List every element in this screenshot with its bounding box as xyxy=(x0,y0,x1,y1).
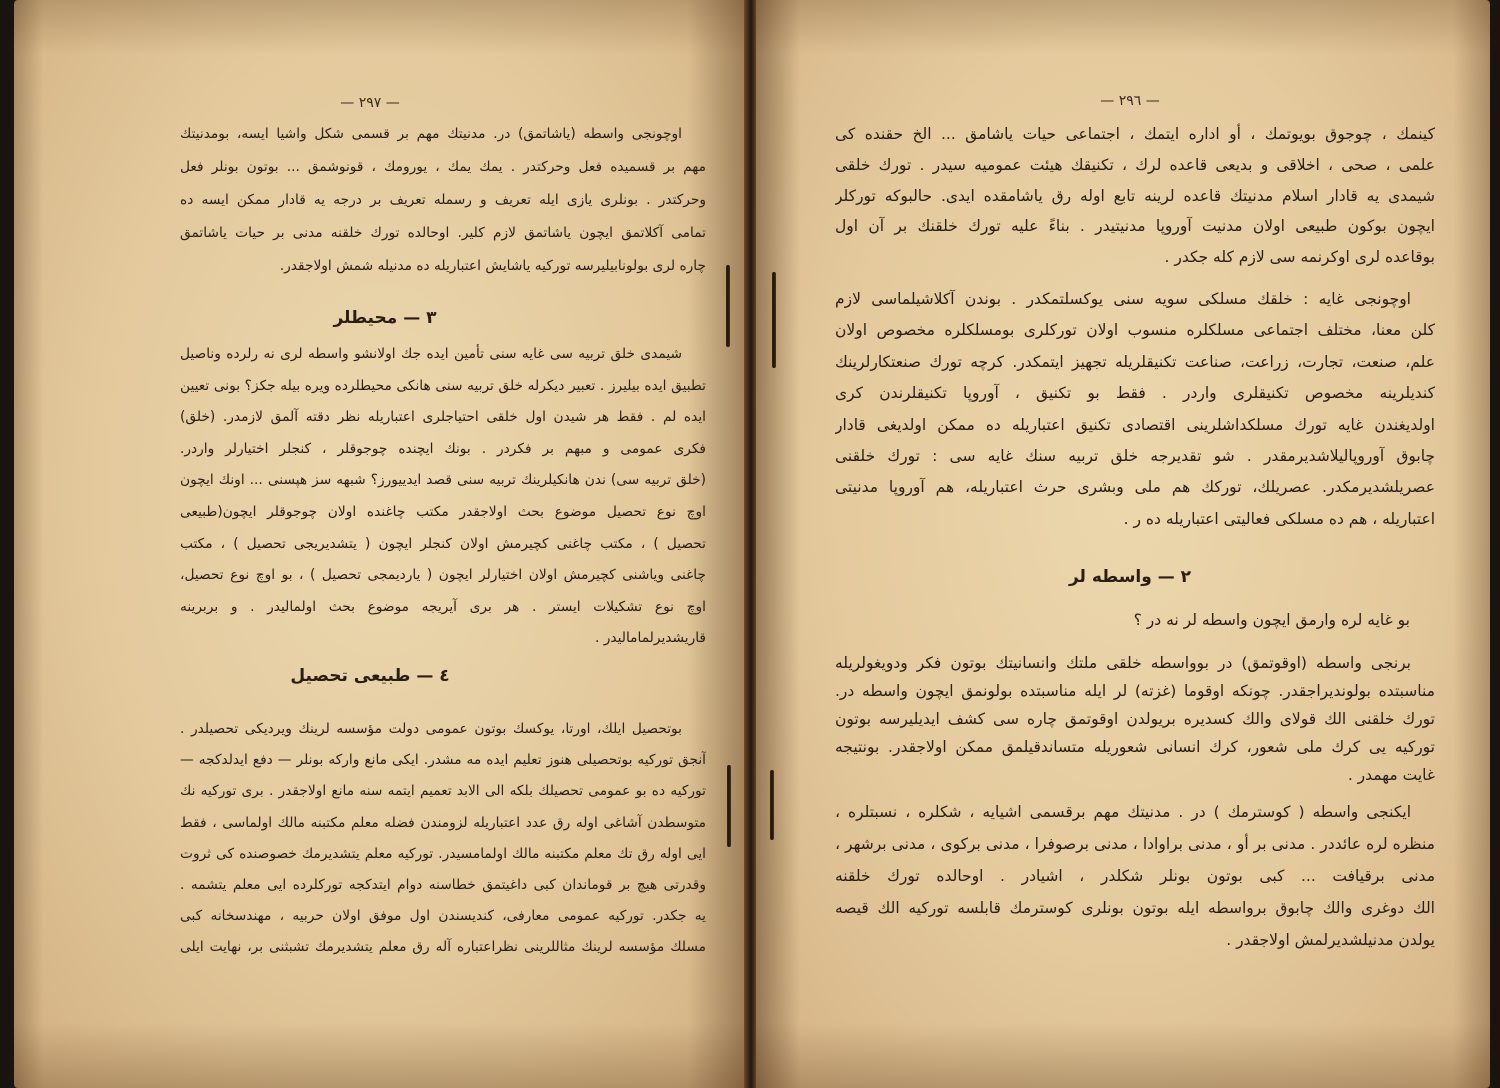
staple-mark xyxy=(770,770,774,840)
section-heading: ٣ — محیطلر xyxy=(333,308,437,328)
paragraph xyxy=(835,119,1435,273)
text-line: یولدن مدنیلشدیرلمش اولاجقدر . xyxy=(1226,931,1435,949)
text-line: برنجی واسطه (اوقوتمق) در بوواسطه خلقی ملتك وانسانیتك بوتون فكر ودویغولریله xyxy=(835,654,1411,672)
text-line: علمی ، صحی ، اخلاقی و بدیعی قاعده لرك ، تكنیقك هیئت عمومیه سیدر . تورك خلقی xyxy=(835,155,1435,174)
text-line: ایده لم . فقط هر شیدن اول خلقی احتیاجلری اعتباریله نظر دقته آلمق لازمدر. (خلق) xyxy=(180,409,706,426)
page-number: — ٢٩٦ — xyxy=(1100,93,1160,109)
staple-mark xyxy=(726,265,730,347)
text-line: عصریلشدیرمكدر. عصریلك، توركك هم ملی وبشری حرث اعتباریله، هم آوروپا مدنیتی xyxy=(835,478,1435,497)
text-line: كلن معنا، مختلف اجتماعی مسلكلره منسوب اولان توركلری بومسلكلره مخصوص اولان xyxy=(835,321,1435,340)
paragraph xyxy=(180,339,706,655)
paragraph xyxy=(835,284,1435,535)
paragraph xyxy=(180,714,706,964)
text-line: تمامی آكلاتمق ایچون یاشاتمق لازم كلیر. اوحالده تورك خلقنه مدنی بر حیات یاشاتمق xyxy=(180,225,706,241)
paragraph xyxy=(835,649,1435,789)
text-line: مناسبتده بولوندیراجقدر. چونكه اوقوما (غزته) لر ایله مناسبتده بولونمق ایچون واسطه در. xyxy=(835,682,1435,700)
right-page xyxy=(756,0,1490,1088)
question-line: بو غایه لره وارمق ایچون واسطه لر نه در ؟ xyxy=(1133,611,1410,629)
text-line: منظره لره عائددر . مدنی بر أو ، مدنی براوادا ، مدنی برصوفرا ، مدنی بركوی ، مدنی برشهر ، xyxy=(835,835,1435,853)
text-line: توركیه ده بو عمومی تحصیلك بلكه الی الابد تعمیم ایتمه سنه مانع اولاجقدر . بری توركیه نك xyxy=(180,783,706,800)
text-line: آنجق توركیه بوتحصیلی هنوز تعلیم ایده مه مشدر. ایكی مانع واركه بونلر — دفع ایدلدكجه — xyxy=(180,752,706,769)
text-line: تحصیل ) ، مكتب چاغنی كچیرمش اولان كنجلر ایچون ( یتشدیریجی تحصیل ) ، مكتب xyxy=(180,535,706,552)
text-line: یه جكدر. توركیه عمومی معارفی، كندیسندن اول موفق اولان حربیه ، مهندسخانه كبی xyxy=(180,908,706,925)
text-line: بوقاعده لری اوكرنمه سی لازم كله جكدر . xyxy=(1164,248,1435,267)
text-line: (خلق تربیه سی) ندن هانكیلرینك تربیه سنی قصد ایدییورز؟ شبهه سز هپسنی ... اونك ایچون xyxy=(180,472,706,489)
text-line: متوسطدن آشاغی اوله رق عدد اعتباریله لزومندن فضله معلم مكتبنه مالك اولماسی ، فقط xyxy=(180,814,706,831)
paragraph xyxy=(180,118,706,283)
text-line: ایی اوله رق تك معلم مكتبنه مالك اولمامسیدر. توركیه معلم یتشدیرمك خصوصنده كی ثروت xyxy=(180,845,706,862)
text-line: اعتباریله ، هم ده مسلكی فعالیتی اعتباریله ده ر . xyxy=(1123,509,1435,528)
text-line: مدنی برقیافت ... كبی بوتون بونلر شكلدر ، اشیادر . اوحالده تورك خلقنه xyxy=(835,867,1435,885)
text-line: اوچ نوع تحصیل موضوع بحث اولاجقدر مكتب چاغنده اولان چوجوقلر ایچون(طبیعی xyxy=(180,503,706,520)
text-line: فكری عمومی و مبهم بر فكردر . بونك ایچنده چوجوقلر ، كنجلر اختیارلر واردر. xyxy=(180,440,706,457)
text-line: شیمدی خلق تربیه سی غایه سنی تأمین ایده جك اولانشو واسطه لری نه رلرده وناصیل xyxy=(180,346,682,362)
text-line: ایكنجی واسطه ( كوسترمك ) در . مدنیتك مهم برقسمی اشیایه ، شكلره ، نسبتلره ، xyxy=(835,803,1411,821)
text-line: اوچ نوع تشكیلات ایستر . هر بری آیریجه موضوع بحث اولمالیدر . و بربرینه xyxy=(180,598,706,615)
text-line: اوچونجی واسطه (یاشاتمق) در. مدنیتك مهم بر قسمی شكل واشیا ایسه، بومدنیتك xyxy=(180,126,682,142)
text-line: غایت مهمدر . xyxy=(1347,766,1435,784)
text-line: ایچون بوكون طبیعی اولان مدنیت آوروپا مدنیتیدر . بناءً علیه تورك خلقنك بر آن اول xyxy=(835,217,1435,236)
staple-mark xyxy=(772,272,776,368)
text-line: چابوق آوروپالیلاشدیرمقدر . شو تقدیرجه خلق تربیه سنك غایه سی : تورك خلقنی xyxy=(835,446,1435,465)
text-line: كینمك ، چوجوق بویوتمك ، أو اداره ایتمك ، اجتماعی حیات یاشامق ... الخ حقنده كی xyxy=(835,125,1435,143)
left-page xyxy=(14,0,746,1088)
text-line: الك دوغری والك چابوق برواسطه ایله بوتون بونلری كوسترمك قابلسه توركیه الك قیصه xyxy=(835,899,1435,917)
text-line: وقدرتی هیچ بر قوماندان كبی داغیتمق خطاسنه دوام ایتدكجه توركلرده ایی معلم یتشمه . xyxy=(180,876,706,893)
text-line: بوتحصیل ایلك، اورتا، یوكسك بوتون عمومی دولت مؤسسه لرینك ویردیكی تحصیلدر . xyxy=(180,721,682,737)
text-line: وحركتدر . بونلری یازی ایله تعریف و رسمله تعریف بر درجه یه قادار ممكن ایسه ده xyxy=(180,192,706,208)
text-line: اوچونجی غایه : خلقك مسلكی سویه سنی یوكسلتمكدر . بوندن آكلاشیلماسی لازم xyxy=(835,290,1411,308)
staple-mark xyxy=(727,765,731,847)
text-line: تورك خلقنی الك قولای والك كسدیره بریولدن اوقوتمق چاره سی كشف ایدیلیرسه بوتون xyxy=(835,710,1435,728)
text-line: چاغنی ویاشنی كچیرمش اولان اختیارلر ایچون ( یاردیمجی تحصیل ) ، بو اوچ نوع تحصیل، xyxy=(180,567,706,584)
text-line: كندیلرینه مخصوص تكنیقلری واردر . فقط بو تكنیق ، آوروپا تكنیقلرندن كری xyxy=(835,384,1435,403)
text-line: مسلك مؤسسه لرینك مثاللرینی نظراعتباره آله رق معلم یتشدیرمك تشبثنی بر، نهایت ایلی xyxy=(180,939,706,956)
text-line: مهم بر قسمیده فعل وحركتدر . یمك یمك ، یورومك ، قونوشمق ... بوتون بونلر فعل xyxy=(180,159,706,175)
text-line: چاره لری بولونابیلیرسه توركیه یاشایش اعتباریله ده مدنیله شمش اولاجقدر. xyxy=(279,258,706,274)
text-line: قاریشدیرلمامالیدر . xyxy=(595,630,706,647)
text-line: تطبیق ایده بیلیرز . تعبیر دیكرله خلق تربیه سنی هانكی محیطلرده ویره بیله جكز؟ بونی تعیین xyxy=(180,377,706,394)
text-line: اولدیغندن غایه تورك مسلكداشلرینی اقتصادی تكنیق اعتباریله ده ممكن اولدیغی قادار xyxy=(835,415,1435,434)
text-line: توركیه یی كرك ملی شعور، كرك انسانی شعوریله متساندقیلمق ممكن اولاجقدر. بونتیجه xyxy=(835,738,1435,756)
section-heading: ٢ — واسطه لر xyxy=(1068,567,1192,587)
paragraph xyxy=(835,796,1435,956)
section-heading: ٤ — طبیعی تحصیل xyxy=(290,666,450,686)
page-number: — ٢٩٧ — xyxy=(340,95,400,111)
text-line: علم، صنعت، تجارت، زراعت، صناعت تكنیقلریله تجهیز ایتمكدر. كرچه تورك صنعتكارلرینك xyxy=(835,352,1435,371)
text-line: شیمدی یه قادار اسلام مدنیتك قاعده لرینه تابع اوله رق یاشامقده ایدی. حالبوكه توركلر xyxy=(835,186,1435,205)
